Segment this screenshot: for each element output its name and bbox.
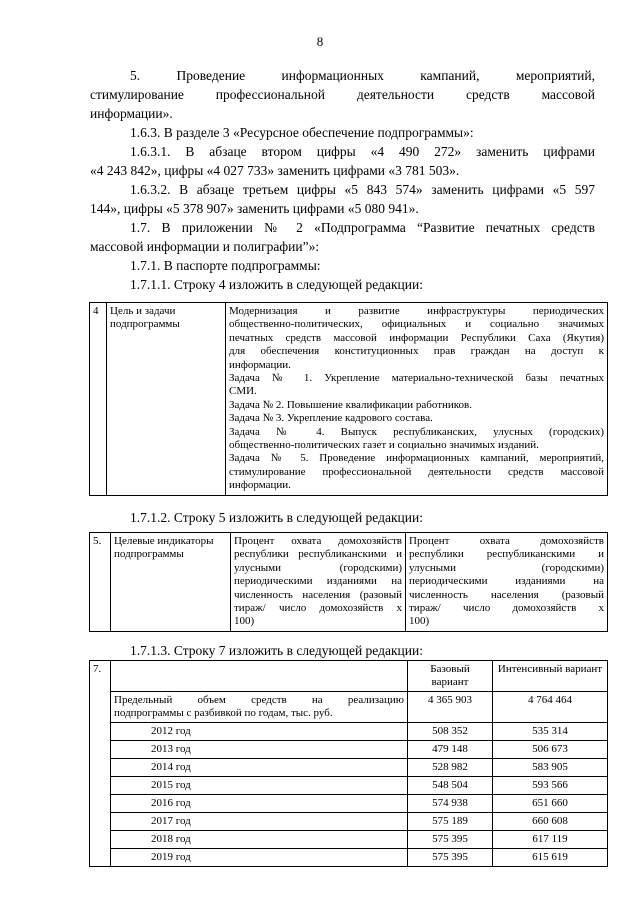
base-value: 574 938 (408, 795, 493, 813)
body-text-mid (90, 508, 595, 527)
header-base: Базовый вариант (408, 661, 493, 692)
row-number: 5. (90, 533, 111, 632)
indicator-line: периодическими изданиями на (234, 575, 402, 588)
task-line: Задача № 1. Укрепление материально-технической базы печатных (229, 372, 604, 385)
paragraph-line: 5. Проведение информационных кампаний, мероприятий, (130, 68, 595, 83)
indicator-line: периодическими изданиями на (409, 575, 604, 588)
paragraph-line: 1.6.3.1. В абзаце втором цифры «4 490 272» заменить цифрами (130, 144, 595, 159)
page-number: 8 (316, 34, 324, 49)
intensive-value: 506 673 (493, 741, 608, 759)
budget-label-line: подпрограммы с разбивкой по годам, тыс. руб. (114, 707, 333, 719)
goal-line: печатных средств массовой информации Республики Саха (Якутия) (229, 331, 604, 344)
indicator-line: улусными (городскими) (409, 561, 604, 574)
indicator-cell-a (231, 533, 406, 632)
indicator-line: тираж/ число домохозяйств х (409, 602, 604, 615)
budget-label-line: Предельный объем средств на реализацию (114, 694, 404, 706)
paragraph-line: 1.7.1.1. Строку 4 изложить в следующей редакции: (130, 277, 423, 292)
intensive-value: 615 619 (493, 849, 608, 867)
intensive-value: 583 905 (493, 759, 608, 777)
indicator-line: тираж/ число домохозяйств х (234, 602, 402, 615)
base-value: 575 189 (408, 813, 493, 831)
paragraph-line: массовой информации и полиграфии”»: (90, 239, 320, 254)
task-line: Задача № 4. Выпуск республиканских, улусных (городских) (229, 425, 604, 438)
goal-line: общественно-политических, официальных и социально значимых (229, 318, 604, 331)
paragraph-line: стимулирование профессиональной деятельности средств массовой (90, 87, 595, 102)
indicator-line: численность населения (разовый (409, 588, 604, 601)
row-number: 4 (90, 303, 107, 496)
intensive-value: 593 566 (493, 777, 608, 795)
paragraph-line: 1.6.3. В разделе 3 «Ресурсное обеспечение подпрограммы»: (130, 125, 474, 140)
row-label: Цель и задачи подпрограммы (107, 303, 226, 496)
indicator-line: республики республиканскими и (409, 548, 604, 561)
base-value: 528 982 (408, 759, 493, 777)
year-label: 2012 год (111, 723, 408, 741)
intensive-value: 535 314 (493, 723, 608, 741)
task-line: общественно-политических газет и социально значимых изданий. (229, 439, 539, 452)
year-label: 2013 год (111, 741, 408, 759)
year-label: 2019 год (111, 849, 408, 867)
budget-label (111, 692, 408, 723)
intensive-value: 660 608 (493, 813, 608, 831)
base-value: 575 395 (408, 831, 493, 849)
indicator-line: 100) (234, 615, 255, 628)
task-line: Задача № 3. Укрепление кадрового состава. (229, 412, 433, 425)
paragraph-line: 144», цифры «5 378 907» заменить цифрами «5 080 941». (90, 201, 419, 216)
row-label: Целевые индикаторы подпрограммы (111, 533, 231, 632)
indicator-line: Процент охвата домохозяйств (234, 535, 402, 547)
paragraph-line: «4 243 842», цифры «4 027 733» заменить цифрами «3 781 503». (90, 163, 460, 178)
year-label: 2015 год (111, 777, 408, 795)
paragraph-line: 1.7. В приложении № 2 «Подпрограмма “Развитие печатных средств (130, 220, 595, 235)
goal-line: Модернизация и развитие инфраструктуры периодических (229, 305, 604, 317)
indicator-line: 100) (409, 615, 430, 628)
table-row-7 (89, 660, 608, 867)
intensive-value: 617 119 (493, 831, 608, 849)
total-base: 4 365 903 (408, 692, 493, 723)
paragraph-line: 1.6.3.2. В абзаце третьем цифры «5 843 574» заменить цифрами «5 597 (130, 182, 595, 197)
paragraph-line: 1.7.1.3. Строку 7 изложить в следующей редакции: (130, 643, 423, 658)
table-row-5 (89, 532, 608, 632)
header-intensive: Интенсивный вариант (493, 661, 608, 692)
base-value: 508 352 (408, 723, 493, 741)
task-line: информации. (229, 479, 291, 492)
base-value: 575 395 (408, 849, 493, 867)
intensive-value: 651 660 (493, 795, 608, 813)
indicator-line: республики республиканскими и (234, 548, 402, 561)
task-line: Задача № 5. Проведение информационных кампаний, мероприятий, (229, 452, 604, 465)
paragraph-line: информации». (90, 106, 173, 121)
task-line: Задача № 2. Повышение квалификации работников. (229, 398, 473, 411)
body-text-bottom (90, 641, 595, 660)
base-value: 548 504 (408, 777, 493, 795)
table-row-4 (89, 302, 608, 496)
year-label: 2016 год (111, 795, 408, 813)
indicator-line: улусными (городскими) (234, 561, 402, 574)
goal-line: для обеспечения конституционных прав граждан на доступ к (229, 345, 604, 358)
indicator-cell-b (406, 533, 608, 632)
row-number: 7. (90, 661, 111, 867)
base-value: 479 148 (408, 741, 493, 759)
indicator-line: численность населения (разовый (234, 588, 402, 601)
paragraph-line: 1.7.1. В паспорте подпрограммы: (130, 258, 321, 273)
header-empty (111, 661, 408, 692)
year-label: 2017 год (111, 813, 408, 831)
year-label: 2018 год (111, 831, 408, 849)
year-label: 2014 год (111, 759, 408, 777)
total-intensive: 4 764 464 (493, 692, 608, 723)
task-line: СМИ. (229, 385, 257, 398)
goals-cell (226, 303, 608, 496)
goal-line: информации. (229, 358, 291, 371)
task-line: стимулирование профессиональной деятельности средств массовой (229, 465, 604, 478)
paragraph-line: 1.7.1.2. Строку 5 изложить в следующей редакции: (130, 510, 423, 525)
body-text-top (90, 66, 595, 294)
indicator-line: Процент охвата домохозяйств (409, 535, 604, 547)
